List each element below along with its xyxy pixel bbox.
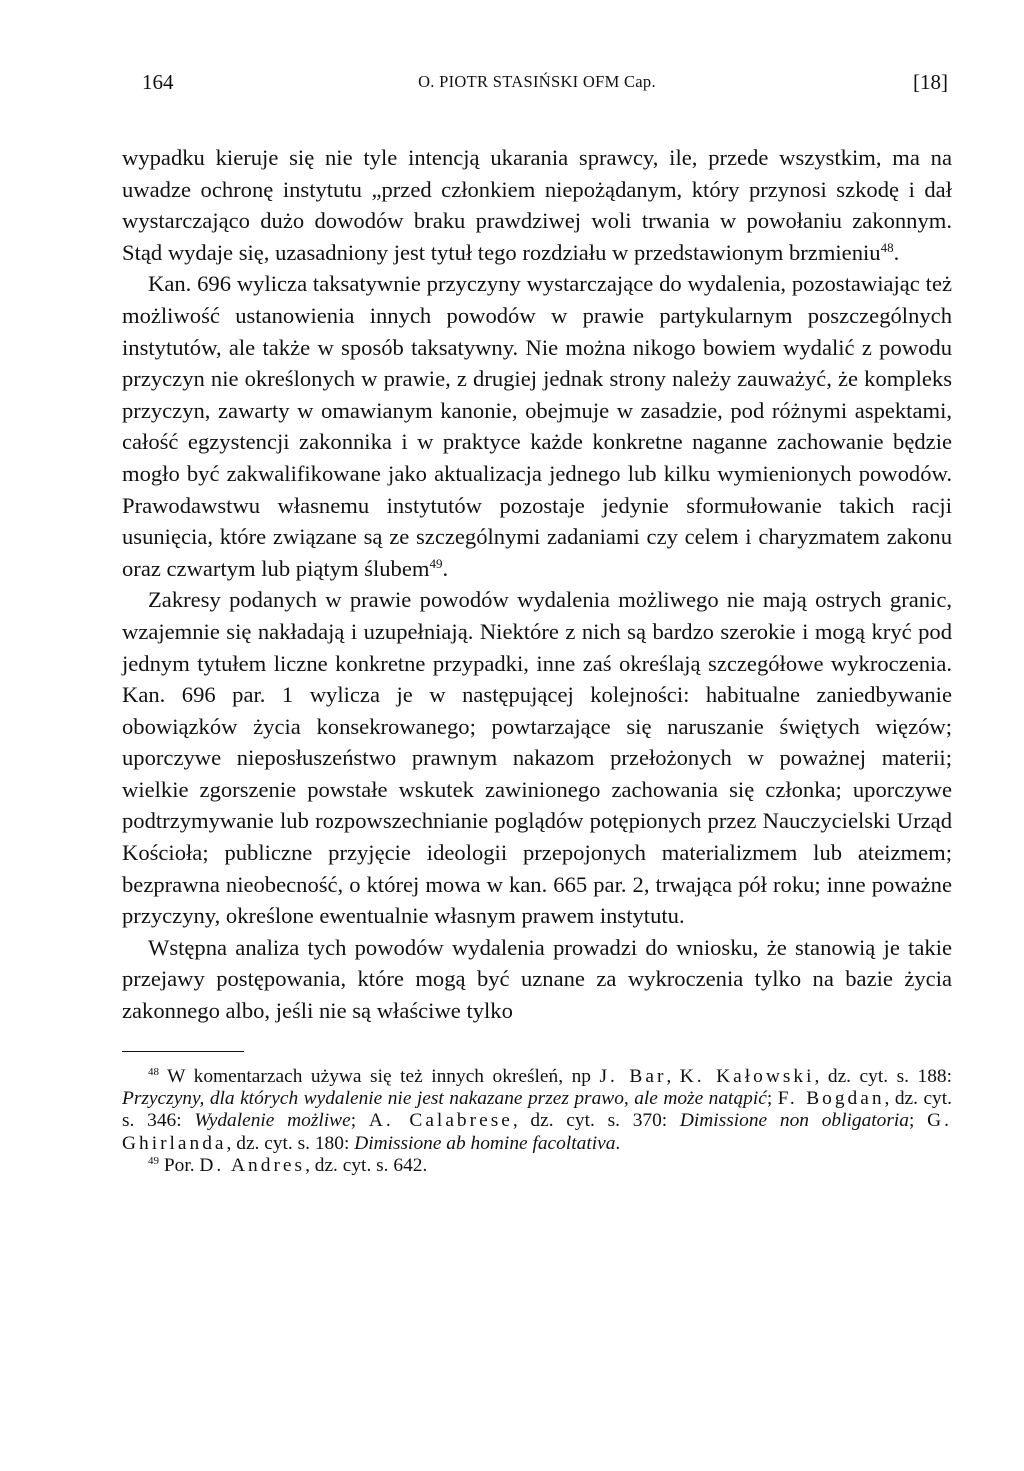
footnote-49-text: Por. [163,1155,200,1177]
footnote-48-name-bogdan: F. Bogdan [777,1088,885,1110]
footnote-48-sep-4: ; [908,1110,928,1132]
footnote-48-cite-2: , dz. cyt. s. 346: [122,1088,952,1132]
footnote-48 [122,1066,952,1156]
footnote-48-sep-3: ; [350,1110,369,1132]
footnote-48-number: 48 [148,1065,159,1078]
footnote-48-title-4: Dimissione ab homine facoltativa [354,1132,616,1154]
footnote-48-sep: , [666,1065,680,1087]
body-text [122,142,952,1027]
page-number: 164 [142,70,174,94]
footnote-ref-48[interactable]: 48 [880,239,894,255]
footnote-ref-49[interactable]: 49 [429,555,443,571]
footnote-48-title-2: Wydalenie możliwe [194,1110,351,1132]
page [122,70,952,1178]
paragraph-1 [122,142,952,268]
footnote-48-end: . [615,1132,621,1154]
footnote-49-number: 49 [148,1155,159,1168]
paragraph-2-text: Kan. 696 wylicza taksatywnie przyczyny wystarczające do wydalenia, pozostawiając też możliwość ustanowienia innych powodów w prawie partykularnym poszczególnych instytutów, ale także w sposób taksatywny. Nie można nikogo bowiem wydalić z powodu przyczyn nie określonych w prawie, z drugiej jednak strony należy zauważyć, że kompleks przyczyn, zawarty w omawianym kanonie, obejmuje w zasadzie, pod różnymi aspektami, całość egzystencji zakonnika i w praktyce każde konkretne naganne zachowanie będzie mogło być zakwalifikowane jako aktualizacja jednego lub kilku wymienionych powodów. Prawodawstwu własnemu instytutów pozostaje jedynie sformułowanie takich racji usunięcia, które związane są ze szczególnymi zadaniami czy celem i charyzmatem zakonu oraz czwartym lub piątym ślubem [122,271,952,581]
footnote-48-title-3: Dimissione non obligatoria [679,1110,909,1132]
paragraph-2-end: . [442,555,449,581]
footnote-48-cite-4: , dz. cyt. s. 180: [226,1132,355,1154]
footnote-49 [122,1155,952,1177]
footnote-49-cite: , dz. cyt. s. 642. [305,1155,428,1177]
section-number: [18] [913,70,948,94]
footnote-divider [122,1051,244,1052]
footnote-48-cite-3: , dz. cyt. s. 370: [512,1110,680,1132]
paragraph-3: Zakresy podanych w prawie powodów wydalenia możliwego nie mają ostrych granic, wzajemnie się nakładają i uzupełniają. Niektóre z nich są bardzo szerokie i mogą kryć pod jednym tytułem liczne konkretne przypadki, inne zaś określają szczegółowe wykroczenia. Kan. 696 par. 1 wylicza je w następującej kolejności: habitualne zaniedbywanie obowiązków życia konsekrowanego; powtarzające się naruszanie świętych więzów; uporczywe nieposłuszeństwo prawnym nakazom przełożonych w poważnej materii; wielkie zgorszenie powstałe wskutek zawinionego zachowania się członka; uporczywe podtrzymywanie lub rozpowszechnianie poglądów potępionych przez Nauczycielski Urząd Kościoła; publiczne przyjęcie ideologii przepojonych materializmem lub ateizmem; bezprawna nieobecność, o której mowa w kan. 665 par. 2, trwająca pół roku; inne poważne przyczyny, określone ewentualnie własnym prawem instytutu. [122,587,952,929]
paragraph-1-text: wypadku kieruje się nie tyle intencją ukarania sprawcy, ile, przede wszystkim, ma na uwadze ochronę instytutu „przed członkiem niepożądanym, który przynosi szkodę i dał wystarczająco dużo dowodów braku prawdziwej woli trwania w powołaniu zakonnym. Stąd wydaje się, uzasadniony jest tytuł tego rozdziału w przedstawionym brzmieniu [122,145,952,265]
footnotes [122,1066,952,1178]
paragraph-4: Wstępna analiza tych powodów wydalenia prowadzi do wniosku, że stanowią je takie przejawy postępowania, które mogą być uznane za wykroczenia tylko na bazie życia zakonnego albo, jeśli nie są właściwe tylko [122,934,952,1024]
footnote-48-name-bar: J. Bar [599,1065,667,1087]
paragraph-1-end: . [893,239,900,265]
footnote-48-cite-1: , dz. cyt. s. 188: [814,1065,952,1087]
paragraph-2 [122,268,952,584]
footnote-48-name-ghirlanda: G. Ghirlanda [122,1110,952,1154]
footnote-48-text: W komentarzach używa się też innych określeń, np [167,1065,600,1087]
footnote-48-name-kalowski: K. Kałowski [679,1065,815,1087]
running-head-author: O. PIOTR STASIŃSKI OFM Cap. [418,72,656,91]
footnote-49-name-andres: D. Andres [199,1155,306,1177]
footnote-48-name-calabrese: A. Calabrese [368,1110,513,1132]
footnote-48-sep-2: ; [766,1088,778,1110]
running-head [122,70,952,104]
footnote-48-title-1: Przyczyny, dla których wydalenie nie jest nakazane przez prawo, ale może natąpić [122,1088,767,1110]
